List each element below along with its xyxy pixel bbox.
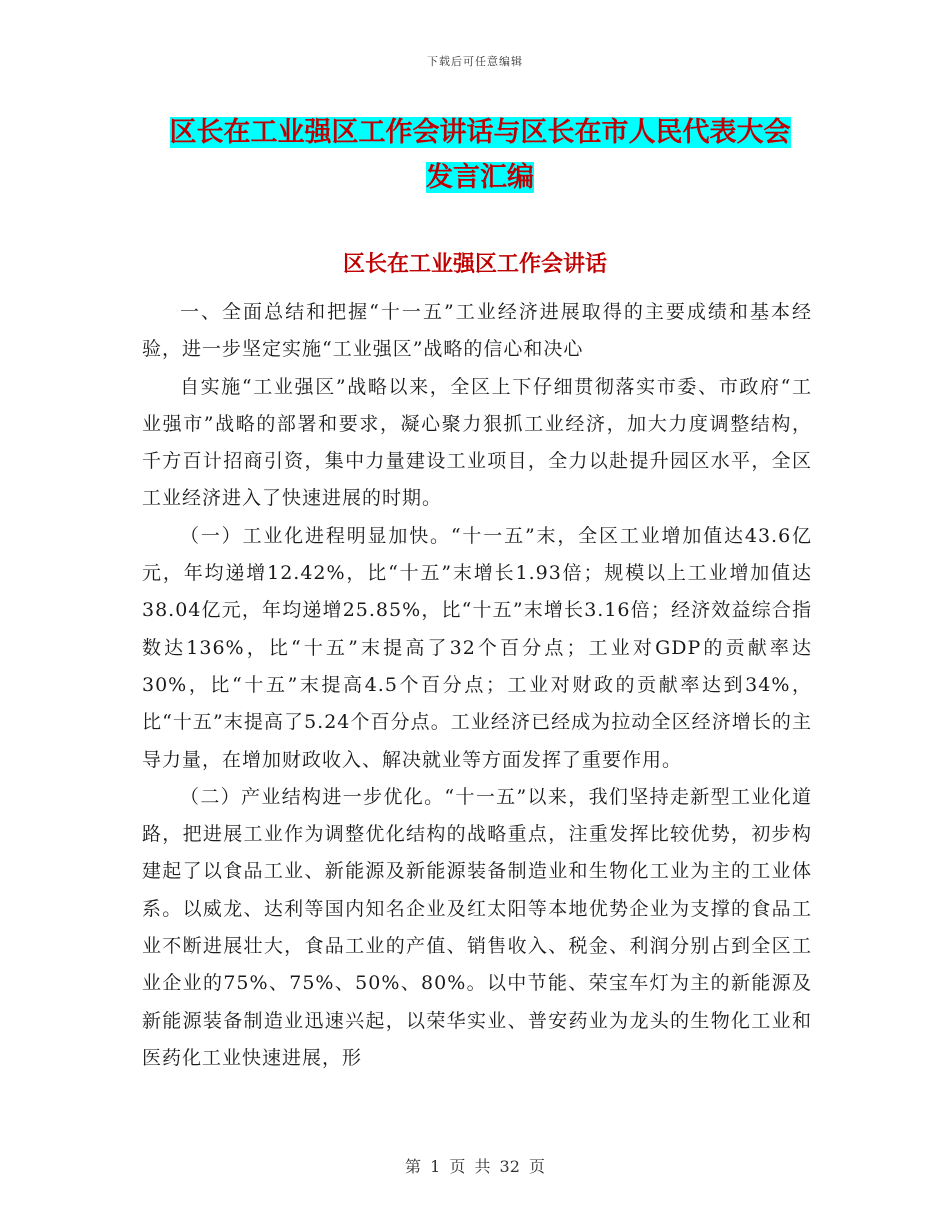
- document-title: [140, 110, 820, 200]
- document-body: [142, 294, 812, 1077]
- section-title: 区长在工业强区工作会讲话: [342, 252, 607, 277]
- paragraph: （一）工业化进程明显加快。“十一五”末，全区工业增加值达43.6亿元，年均递增12.42%，比“十五”末增长1.93倍；规模以上工业增加值达38.04亿元，年均递增25.85%，比“十五”末增长3.16倍；经济效益综合指数达136%，比“十五”末提高了32个百分点；工业对GDP的贡献率达30%，比“十五”末提高4.5个百分点；工业对财政的贡献率达到34%，比“十五”末提高了5.24个百分点。工业经济已经成为拉动全区经济增长的主导力量，在增加财政收入、解决就业等方面发挥了重要作用。: [142, 524, 812, 771]
- paragraph: （二）产业结构进一步优化。“十一五”以来，我们坚持走新型工业化道路，把进展工业作为调整优化结构的战略重点，注重发挥比较优势，初步构建起了以食品工业、新能源及新能源装备制造业和生物化工业为主的工业体系。以威龙、达利等国内知名企业及红太阳等本地优势企业为支撑的食品工业不断进展壮大，食品工业的产值、销售收入、税金、利润分别占到全区工业企业的75%、75%、50%、80%。以中节能、荣宝车灯为主的新能源及新能源装备制造业迅速兴起，以荣华实业、普安药业为龙头的生物化工业和医药化工业快速进展，形: [142, 785, 812, 1069]
- document-title-line-1: 区长在工业强区工作会讲话与区长在市人民代表大会: [169, 117, 791, 148]
- paragraph: 自实施“工业强区”战略以来，全区上下仔细贯彻落实市委、市政府“工业强市”战略的部署和要求，凝心聚力狠抓工业经济，加大力度调整结构，千方百计招商引资，集中力量建设工业项目，全力以赴提升园区水平，全区工业经济进入了快速进展的时期。: [142, 375, 812, 510]
- page-number: 第 1 页 共 32 页: [405, 1157, 545, 1176]
- document-title-line-2: 发言汇编: [426, 162, 534, 193]
- page-header-note: 下载后可任意编辑: [427, 55, 523, 68]
- paragraph-heading-1: 一、全面总结和把握“十一五”工业经济进展取得的主要成绩和基本经验，进一步坚定实施“工业强区”战略的信心和决心: [142, 301, 812, 361]
